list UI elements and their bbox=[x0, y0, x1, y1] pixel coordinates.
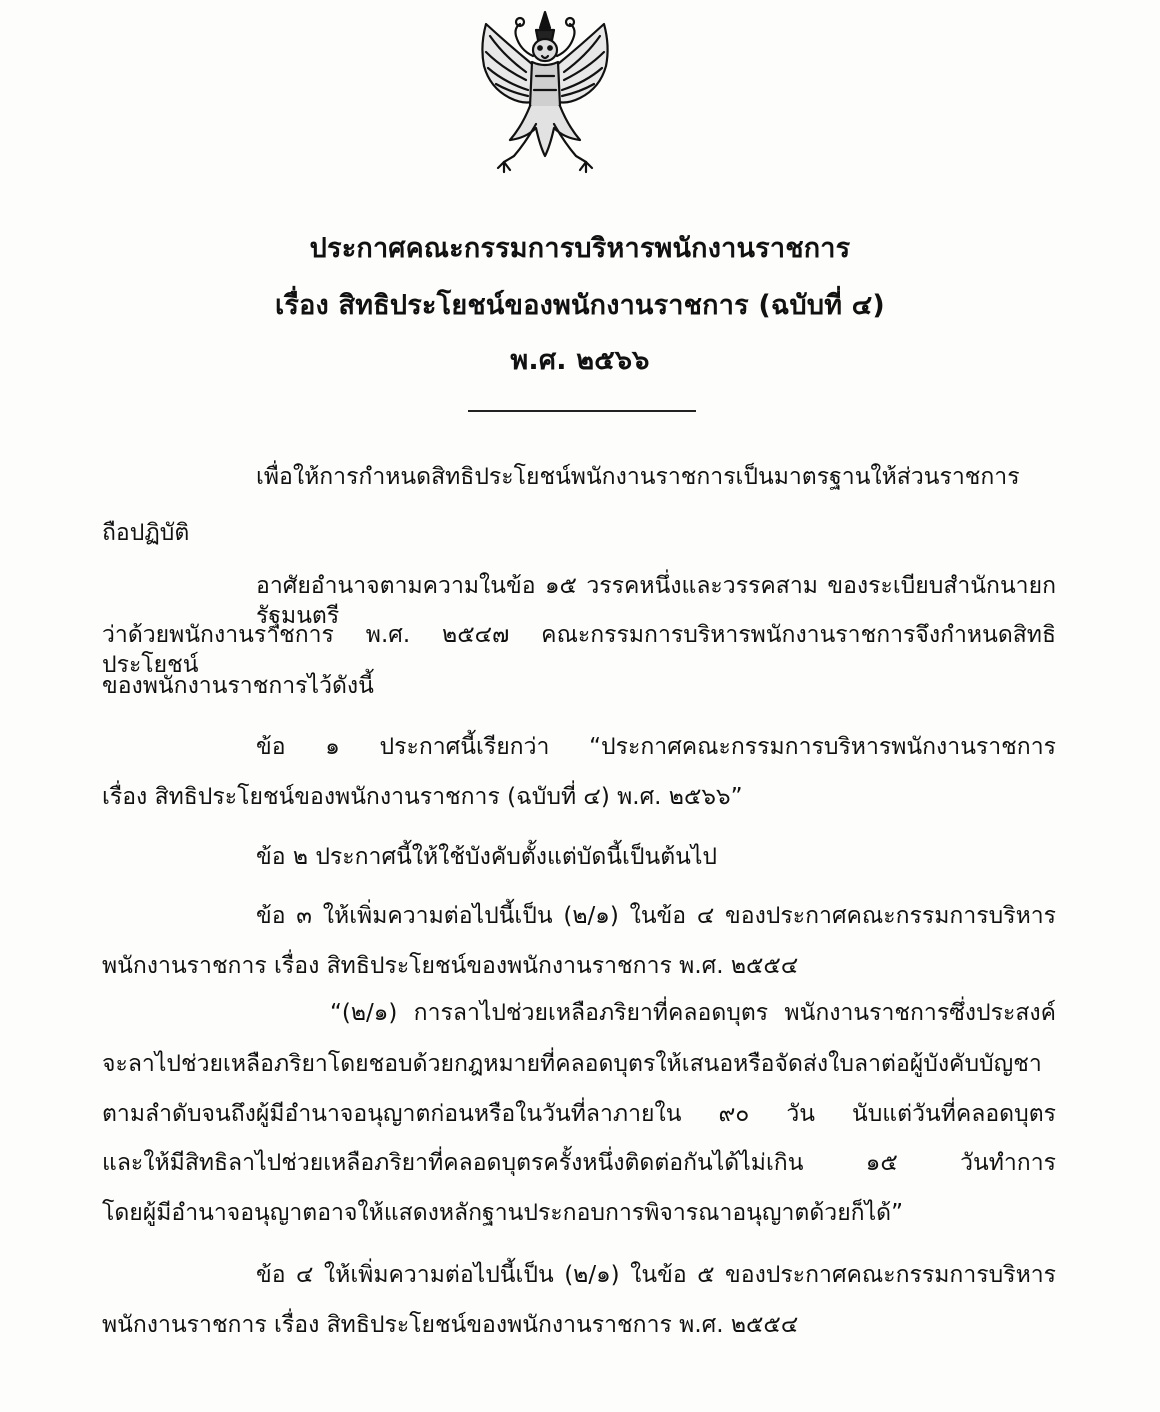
paragraph-2-line-1: อาศัยอำนาจตามความในข้อ ๑๕ วรรคหนึ่งและวรรคสาม ของระเบียบสำนักนายกรัฐมนตรี bbox=[256, 573, 1056, 629]
title-line-1: ประกาศคณะกรรมการบริหารพนักงานราชการ bbox=[309, 233, 851, 264]
clause-1-line-2: เรื่อง สิทธิประโยชน์ของพนักงานราชการ (ฉบับที่ ๔) พ.ศ. ๒๕๖๖” bbox=[102, 784, 743, 810]
paragraph-1-line-1: เพื่อให้การกำหนดสิทธิประโยชน์พนักงานราชการเป็นมาตรฐานให้ส่วนราชการ bbox=[256, 464, 1020, 490]
paragraph-2-line-3: ของพนักงานราชการไว้ดังนี้ bbox=[102, 673, 374, 699]
clause-4-line-1: ข้อ ๔ ให้เพิ่มความต่อไปนี้เป็น (๒/๑) ในข้อ ๕ ของประกาศคณะกรรมการบริหาร bbox=[256, 1262, 1056, 1288]
quote-line-2: จะลาไปช่วยเหลือภริยาโดยชอบด้วยกฎหมายที่คลอดบุตรให้เสนอหรือจัดส่งใบลาต่อผู้บังคับบัญชา bbox=[102, 1051, 1042, 1077]
clause-4-line-2: พนักงานราชการ เรื่อง สิทธิประโยชน์ของพนักงานราชการ พ.ศ. ๒๕๕๔ bbox=[102, 1312, 799, 1338]
quote-line-1: “(๒/๑) การลาไปช่วยเหลือภริยาที่คลอดบุตร พนักงานราชการซึ่งประสงค์ bbox=[330, 1000, 1056, 1026]
clause-3-line-2: พนักงานราชการ เรื่อง สิทธิประโยชน์ของพนักงานราชการ พ.ศ. ๒๕๕๔ bbox=[102, 953, 799, 979]
title-line-2: เรื่อง สิทธิประโยชน์ของพนักงานราชการ (ฉบับที่ ๔) bbox=[275, 290, 885, 321]
quote-line-5: โดยผู้มีอำนาจอนุญาตอาจให้แสดงหลักฐานประกอบการพิจารณาอนุญาตด้วยก็ได้” bbox=[102, 1200, 904, 1226]
title-line-3: พ.ศ. ๒๕๖๖ bbox=[510, 345, 650, 376]
clause-1-line-1: ข้อ ๑ ประกาศนี้เรียกว่า “ประกาศคณะกรรมการบริหารพนักงานราชการ bbox=[256, 734, 1056, 760]
quote-line-3: ตามลำดับจนถึงผู้มีอำนาจอนุญาตก่อนหรือในวันที่ลาภายใน ๙๐ วัน นับแต่วันที่คลอดบุตร bbox=[102, 1101, 1056, 1127]
garuda-emblem-icon bbox=[470, 6, 620, 186]
quote-line-4: และให้มีสิทธิลาไปช่วยเหลือภริยาที่คลอดบุตรครั้งหนึ่งติดต่อกันได้ไม่เกิน ๑๕ วันทำการ bbox=[102, 1150, 1056, 1176]
clause-3-line-1: ข้อ ๓ ให้เพิ่มความต่อไปนี้เป็น (๒/๑) ในข้อ ๔ ของประกาศคณะกรรมการบริหาร bbox=[256, 903, 1056, 929]
title-divider bbox=[468, 410, 696, 412]
paragraph-1-line-2: ถือปฏิบัติ bbox=[102, 520, 190, 546]
paragraph-2-line-2: ว่าด้วยพนักงานราชการ พ.ศ. ๒๕๔๗ คณะกรรมการบริหารพนักงานราชการจึงกำหนดสิทธิประโยชน์ bbox=[102, 622, 1056, 678]
clause-2-line-1: ข้อ ๒ ประกาศนี้ให้ใช้บังคับตั้งแต่บัดนี้เป็นต้นไป bbox=[256, 844, 718, 870]
